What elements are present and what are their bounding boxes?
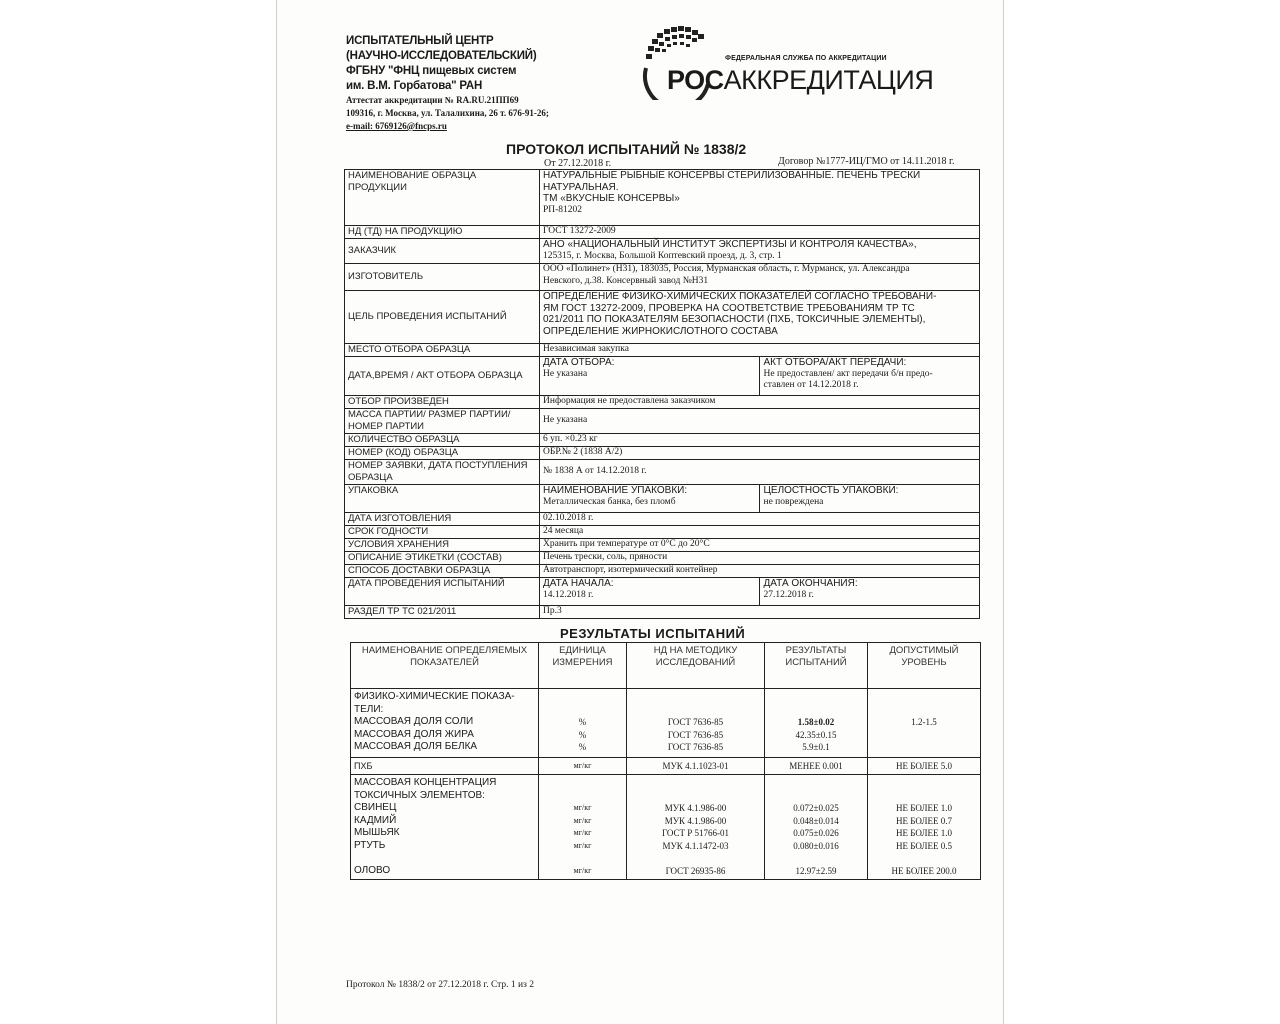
result: МЕНЕЕ 0.001 (765, 758, 868, 775)
table-row (345, 447, 980, 460)
row-label: ДАТА,ВРЕМЯ / АКТ ОТБОРА ОБРАЗЦА (345, 357, 540, 396)
protocol-title: ПРОТОКОЛ ИСПЫТАНИЙ № 1838/2 (506, 141, 747, 157)
sample-name: НАТУРАЛЬНЫЕ РЫБНЫЕ КОНСЕРВЫ СТЕРИЛИЗОВАННЫЕ. ПЕЧЕНЬ ТРЕСКИ НАТУРАЛЬНАЯ. ТМ «ВКУСНЫЕ КОНСЕРВЫ» РП-81202 (540, 170, 980, 226)
indicator-name: ОЛОВО (354, 864, 391, 876)
row-label: СПОСОБ ДОСТАВКИ ОБРАЗЦА (345, 565, 540, 578)
org-line: ФГБНУ "ФНЦ пищевых систем (346, 65, 517, 77)
table-row (345, 526, 980, 539)
package-integrity: не повреждена (763, 496, 824, 507)
org-line: им. В.М. Горбатова" РАН (346, 80, 483, 92)
row-label: УСЛОВИЯ ХРАНЕНИЯ (345, 539, 540, 552)
org-line: ИСПЫТАТЕЛЬНЫЙ ЦЕНТР (346, 35, 494, 47)
org-email: e-mail: 6769126@fncps.ru (346, 121, 447, 131)
result: 5.9±0.1 (802, 742, 830, 752)
package-integrity-label: ЦЕЛОСТНОСТЬ УПАКОВКИ: (763, 485, 899, 496)
method: ГОСТ 7636-85 (667, 729, 724, 740)
row-label: МАССА ПАРТИИ/ РАЗМЕР ПАРТИИ/НОМЕР ПАРТИИ (345, 409, 540, 434)
quantity-value: 6 уп. ×0.23 кг (540, 434, 980, 447)
row-label: ДАТА ИЗГОТОВЛЕНИЯ (345, 513, 540, 526)
contract-reference: Договор №1777-ИЦ/ГМО от 14.11.2018 г. (778, 156, 955, 167)
limit: НЕ БОЛЕЕ 1.0 (895, 828, 952, 838)
purpose-value: ОПРЕДЕЛЕНИЕ ФИЗИКО-ХИМИЧЕСКИХ ПОКАЗАТЕЛЕЙ СОГЛАСНО ТРЕБОВАНИ- ЯМ ГОСТ 13272-2009, ПРОВЕРКА НА СООТВЕТСТВИЕ ТРЕБОВАНИЯМ ТР ТС 021/2011 ПО ПОКАЗАТЕЛЯМ БЕЗОПАСНОСТИ (ПХБ, ТОКСИЧНЫЕ ЭЛЕМЕНТЫ), ОПРЕДЕЛЕНИЕ ЖИРНОКИСЛОТНОГО СОСТАВА (540, 291, 980, 344)
table-row (345, 344, 980, 357)
row-label: НОМЕР ЗАЯВКИ, ДАТА ПОСТУПЛЕНИЯ ОБРАЗЦА (345, 460, 540, 485)
limit: НЕ БОЛЕЕ 200.0 (891, 865, 957, 876)
end-date-label: ДАТА ОКОНЧАНИЯ: (763, 578, 858, 589)
org-line: (НАУЧНО-ИССЛЕДОВАТЕЛЬСКИЙ) (346, 50, 537, 62)
group-label: ФИЗИКО-ХИМИЧЕСКИЕ ПОКАЗА- (354, 691, 515, 702)
table-row (345, 291, 980, 344)
row-label: ЦЕЛЬ ПРОВЕДЕНИЯ ИСПЫТАНИЙ (345, 291, 540, 344)
row-label: ИЗГОТОВИТЕЛЬ (345, 264, 540, 291)
unit: мг/кг (573, 815, 592, 825)
start-date: 14.12.2018 г. (543, 589, 594, 600)
logo-subtitle: ФЕДЕРАЛЬНАЯ СЛУЖБА ПО АККРЕДИТАЦИИ (725, 55, 887, 62)
table-row (345, 396, 980, 409)
group-label: МАССОВАЯ КОНЦЕНТРАЦИЯ (354, 777, 497, 788)
limit: НЕ БОЛЕЕ 5.0 (868, 758, 981, 775)
manufacture-date: 02.10.2018 г. (540, 513, 980, 526)
delivery-method: Автотранспорт, изотермический контейнер (540, 565, 980, 578)
manufacturer-value: ООО «Полинет» (Н31), 183035, Россия, Мурманская область, г. Мурманск, ул. Александра Невского, д.38. Консервный завод №Н31 (540, 264, 980, 291)
table-row (345, 239, 980, 264)
result: 12.97±2.59 (795, 865, 837, 876)
row-label: ЗАКАЗЧИК (345, 239, 540, 264)
limit: НЕ БОЛЕЕ 0.5 (895, 840, 952, 851)
selection-date-label: ДАТА ОТБОРА: (543, 357, 615, 368)
table-row (345, 485, 980, 513)
table-row (351, 758, 981, 775)
unit: мг/кг (573, 803, 592, 812)
start-date-label: ДАТА НАЧАЛА: (543, 578, 614, 589)
table-row: ФИЗИКО-ХИМИЧЕСКИЕ ПОКАЗА- ТЕЛИ: МАССОВАЯ ДОЛЯ СОЛИ МАССОВАЯ ДОЛЯ ЖИРА МАССОВАЯ ДОЛЯ БЕЛКА % % % ГОСТ 7636-85 ГОСТ 7636-85 ГОСТ 7636-85 1.58±0.02 42.35±0.15 5.9±0.1 1.2-1.5 (351, 689, 981, 758)
indicator-name: СВИНЕЦ (354, 802, 397, 813)
row-label: НОМЕР (КОД) ОБРАЗЦА (345, 447, 540, 460)
method: МУК 4.1.986-00 (664, 803, 727, 813)
table-row (345, 565, 980, 578)
customer-value: АНО «НАЦИОНАЛЬНЫЙ ИНСТИТУТ ЭКСПЕРТИЗЫ И КОНТРОЛЯ КАЧЕСТВА», 125315, г. Москва, Большой Коптевский проезд, д. 3, стр. 1 (540, 239, 980, 264)
sample-code-value: ОБР.№ 2 (1838 А/2) (540, 447, 980, 460)
indicator-name: МЫШЬЯК (354, 827, 400, 838)
limit: НЕ БОЛЕЕ 1.0 (895, 803, 952, 813)
results-table (350, 642, 981, 880)
table-row (345, 578, 980, 606)
place-value: Независимая закупка (540, 344, 980, 357)
result: 1.58±0.02 (797, 717, 835, 727)
package-name: Металлическая банка, без пломб (543, 496, 676, 507)
method: МУК 4.1.1023-01 (627, 758, 765, 775)
act-value: Не предоставлен/ акт передачи б/н предо- (763, 368, 933, 379)
row-label: МЕСТО ОТБОРА ОБРАЗЦА (345, 344, 540, 357)
selection-by-value: Информация не предоставлена заказчиком (540, 396, 980, 409)
row-label: ОПИСАНИЕ ЭТИКЕТКИ (СОСТАВ) (345, 552, 540, 565)
unit: % (578, 742, 587, 752)
table-row (345, 170, 980, 226)
method: ГОСТ 7636-85 (667, 717, 724, 727)
org-address: 109316, г. Москва, ул. Талалихина, 26 т. 676-91-26; (346, 108, 549, 118)
table-row: МАССОВАЯ КОНЦЕНТРАЦИЯ ТОКСИЧНЫХ ЭЛЕМЕНТОВ: СВИНЕЦ КАДМИЙ МЫШЬЯК РТУТЬ ОЛОВО мг/кг мг/кг мг/кг мг/кг мг/кг МУК 4.1.986-00 МУК 4.1.986-00 ГОСТ Р 51766-01 МУК 4.1.1472-03 ГОСТ 26935-86 0.072±0.025 0.048±0.014 0.075±0.026 0.080±0.016 12.97±2.59 НЕ БОЛЕЕ 1.0 НЕ БОЛЕЕ 0.7 НЕ БОЛЕЕ 1.0 НЕ БОЛЕЕ 0.5 НЕ БОЛЕЕ 200.0 (351, 775, 981, 880)
table-header-row (351, 643, 981, 689)
result: 42.35±0.15 (795, 729, 837, 740)
row-label: ОТБОР ПРОИЗВЕДЕН (345, 396, 540, 409)
protocol-date: От 27.12.2018 г. (544, 158, 612, 169)
selection-date: Не указана (543, 368, 588, 379)
unit: мг/кг (539, 758, 627, 775)
unit: мг/кг (573, 865, 592, 875)
row-label: ДАТА ПРОВЕДЕНИЯ ИСПЫТАНИЙ (345, 578, 540, 606)
row-label: СРОК ГОДНОСТИ (345, 526, 540, 539)
row-label: НАИМЕНОВАНИЕ ОБРАЗЦА ПРОДУКЦИИ (345, 170, 540, 226)
shelf-life: 24 месяца (540, 526, 980, 539)
method: ГОСТ 7636-85 (667, 742, 724, 752)
method: ГОСТ Р 51766-01 (661, 828, 730, 838)
indicator-name: КАДМИЙ (354, 814, 397, 826)
table-row (345, 434, 980, 447)
unit: % (578, 717, 587, 727)
column-header: ДОПУСТИМЫЙ УРОВЕНЬ (868, 643, 981, 689)
limit: НЕ БОЛЕЕ 0.7 (895, 815, 952, 826)
result: 0.080±0.016 (793, 840, 839, 851)
storage-conditions: Хранить при температуре от 0°С до 20°С (540, 539, 980, 552)
indicator-name: ПХБ (351, 758, 539, 775)
results-title: РЕЗУЛЬТАТЫ ИСПЫТАНИЙ (560, 626, 746, 641)
column-header: ЕДИНИЦА ИЗМЕРЕНИЯ (539, 643, 627, 689)
table-row (345, 606, 980, 619)
indicator-name: РТУТЬ (354, 839, 386, 851)
method: МУК 4.1.986-00 (664, 815, 727, 826)
nd-value: ГОСТ 13272-2009 (540, 226, 980, 239)
indicator-name: МАССОВАЯ ДОЛЯ БЕЛКА (354, 741, 478, 752)
label-description: Печень трески, соль, пряности (540, 552, 980, 565)
column-header: НАИМЕНОВАНИЕ ОПРЕДЕЛЯЕМЫХ ПОКАЗАТЕЛЕЙ (351, 643, 539, 689)
row-label: НД (ТД) НА ПРОДУКЦИЮ (345, 226, 540, 239)
limit: 1.2-1.5 (911, 717, 937, 727)
table-row (345, 409, 980, 434)
table-row (345, 539, 980, 552)
unit: % (578, 729, 587, 740)
table-row (345, 460, 980, 485)
page-footer: Протокол № 1838/2 от 27.12.2018 г. Стр. 1 из 2 (346, 980, 535, 990)
act-label: АКТ ОТБОРА/АКТ ПЕРЕДАЧИ: (763, 357, 907, 368)
table-row: ДАТА,ВРЕМЯ / АКТ ОТБОРА ОБРАЗЦА ДАТА ОТБОРА: Не указана АКТ ОТБОРА/АКТ ПЕРЕДАЧИ: Не предоставлен/ акт передачи б/н предо- ставлен от 14.12.2018 г. (345, 357, 980, 396)
column-header: НД НА МЕТОДИКУ ИССЛЕДОВАНИЙ (627, 643, 765, 689)
end-date: 27.12.2018 г. (763, 589, 814, 600)
result: 0.048±0.014 (793, 815, 839, 826)
batch-value: Не указана (540, 409, 980, 434)
regulation-section: Пр.3 (540, 606, 980, 619)
table-row (345, 264, 980, 291)
accreditation-number: Аттестат аккредитации № RA.RU.21ПП69 (346, 95, 519, 105)
result: 0.072±0.025 (793, 803, 839, 813)
request-value: № 1838 А от 14.12.2018 г. (540, 460, 980, 485)
table-row (345, 552, 980, 565)
logo-wordmark: РОСАККРЕДИТАЦИЯ (667, 65, 934, 95)
package-name-label: НАИМЕНОВАНИЕ УПАКОВКИ: (543, 485, 688, 496)
row-label: КОЛИЧЕСТВО ОБРАЗЦА (345, 434, 540, 447)
row-label: УПАКОВКА (345, 485, 540, 513)
indicator-name: МАССОВАЯ ДОЛЯ ЖИРА (354, 728, 474, 740)
organization-header (346, 34, 606, 133)
sample-info-table (344, 169, 980, 619)
unit: мг/кг (573, 828, 592, 837)
table-row (345, 226, 980, 239)
row-label: РАЗДЕЛ ТР ТС 021/2011 (345, 606, 540, 619)
unit: мг/кг (573, 840, 592, 850)
method: ГОСТ 26935-86 (665, 865, 726, 876)
column-header: РЕЗУЛЬТАТЫ ИСПЫТАНИЙ (765, 643, 868, 689)
indicator-name: МАССОВАЯ ДОЛЯ СОЛИ (354, 716, 474, 727)
method: МУК 4.1.1472-03 (662, 840, 729, 851)
result: 0.075±0.026 (793, 828, 839, 838)
table-row (345, 513, 980, 526)
